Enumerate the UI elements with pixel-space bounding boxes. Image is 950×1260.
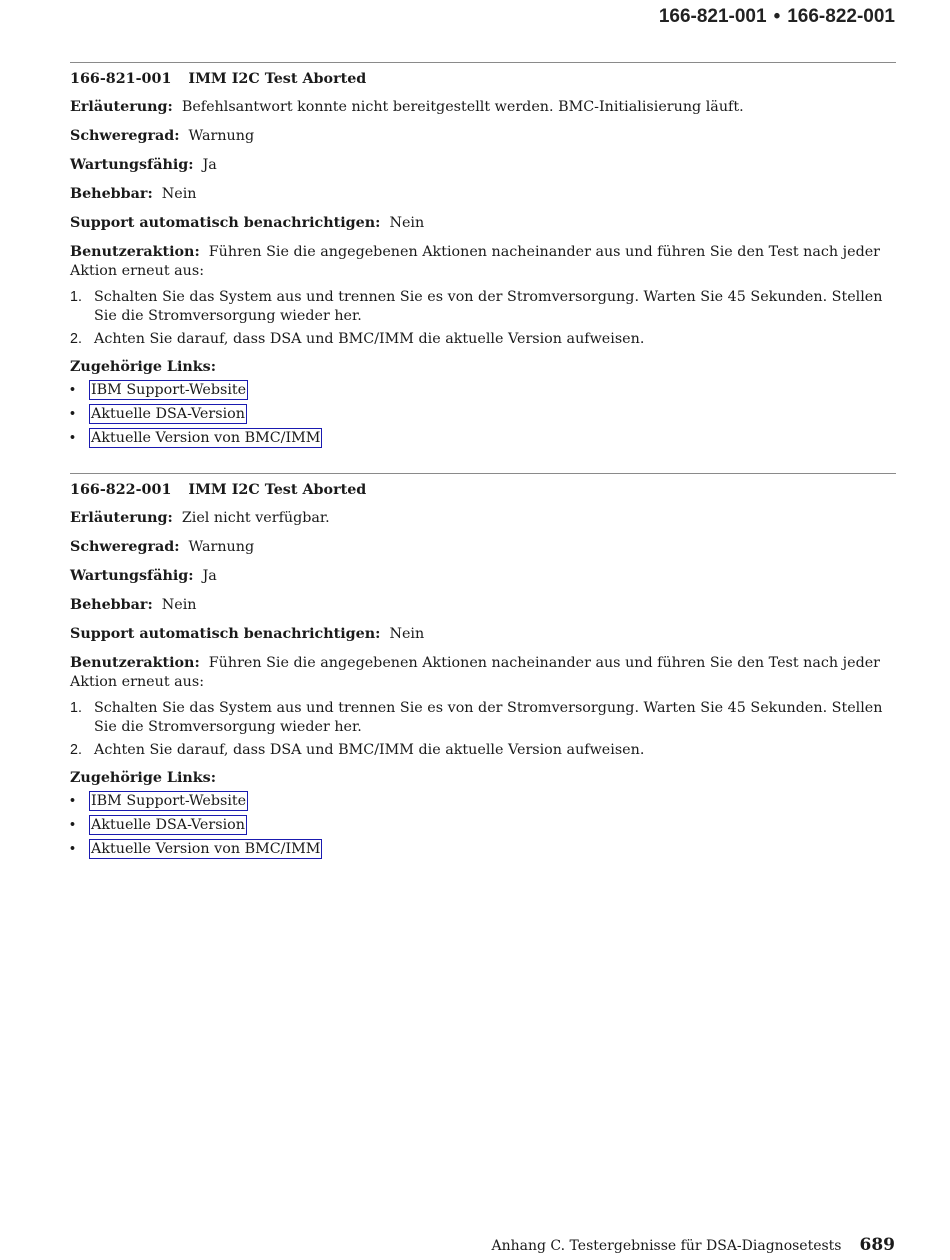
page-content bbox=[70, 62, 896, 863]
link-ibm-support[interactable]: IBM Support-Website bbox=[91, 382, 247, 398]
severity-field bbox=[70, 538, 896, 557]
user-action-label: Benutzeraktion: bbox=[70, 244, 200, 260]
step-number: 1. bbox=[70, 289, 82, 305]
bullet-icon: • bbox=[70, 841, 76, 857]
recoverable-field bbox=[70, 596, 896, 615]
serviceable-value: Ja bbox=[202, 568, 217, 584]
severity-label: Schweregrad: bbox=[70, 539, 180, 555]
entry-title-text: IMM I2C Test Aborted bbox=[188, 482, 367, 498]
message-entry bbox=[70, 62, 896, 452]
user-action-field bbox=[70, 243, 896, 281]
severity-value: Warnung bbox=[188, 539, 255, 555]
serviceable-value: Ja bbox=[202, 157, 217, 173]
serviceable-field bbox=[70, 156, 896, 175]
step-item bbox=[70, 741, 896, 760]
serviceable-field bbox=[70, 567, 896, 586]
link-bmc-imm-version[interactable]: Aktuelle Version von BMC/IMM bbox=[91, 430, 321, 446]
header-code-right: 166-822-001 bbox=[787, 6, 895, 27]
notify-support-field bbox=[70, 625, 896, 644]
explanation-label: Erläuterung: bbox=[70, 510, 173, 526]
step-text: Achten Sie darauf, dass DSA und BMC/IMM die aktuelle Version aufweisen. bbox=[94, 331, 645, 347]
entry-title bbox=[70, 70, 896, 89]
explanation-value: Ziel nicht verfügbar. bbox=[181, 510, 330, 526]
entry-code: 166-821-001 bbox=[70, 71, 172, 87]
user-action-field bbox=[70, 654, 896, 692]
running-header bbox=[659, 6, 895, 28]
step-text: Schalten Sie das System aus und trennen Sie es von der Stromversorgung. Warten Sie 45 Sekunden. Stellen Sie die Stromversorgung wieder her. bbox=[94, 700, 883, 735]
link-bmc-imm-version[interactable]: Aktuelle Version von BMC/IMM bbox=[91, 841, 321, 857]
user-action-value: Führen Sie die angegebenen Aktionen nacheinander aus und führen Sie den Test nach jeder Aktion erneut aus: bbox=[70, 244, 881, 279]
notify-support-label: Support automatisch benachrichtigen: bbox=[70, 215, 381, 231]
notify-support-value: Nein bbox=[389, 215, 425, 231]
recoverable-value: Nein bbox=[161, 597, 197, 613]
link-item bbox=[70, 380, 896, 404]
link-item bbox=[70, 791, 896, 815]
link-item bbox=[70, 815, 896, 839]
step-item bbox=[70, 699, 896, 737]
recoverable-field bbox=[70, 185, 896, 204]
link-item bbox=[70, 404, 896, 428]
recoverable-value: Nein bbox=[161, 186, 197, 202]
serviceable-label: Wartungsfähig: bbox=[70, 568, 194, 584]
bullet-icon: • bbox=[70, 430, 76, 446]
link-dsa-version[interactable]: Aktuelle DSA-Version bbox=[91, 406, 245, 422]
link-ibm-support[interactable]: IBM Support-Website bbox=[91, 793, 247, 809]
page-number: 689 bbox=[859, 1235, 895, 1255]
explanation-value: Befehlsantwort konnte nicht bereitgestellt werden. BMC-Initialisierung läuft. bbox=[181, 99, 744, 115]
explanation-label: Erläuterung: bbox=[70, 99, 173, 115]
page-footer bbox=[492, 1235, 896, 1255]
entry-title bbox=[70, 481, 896, 500]
header-code-left: 166-821-001 bbox=[658, 6, 767, 27]
step-number: 2. bbox=[70, 742, 82, 758]
bullet-icon: • bbox=[70, 406, 76, 422]
serviceable-label: Wartungsfähig: bbox=[70, 157, 194, 173]
recoverable-label: Behebbar: bbox=[70, 597, 153, 613]
related-links-heading: Zugehörige Links: bbox=[70, 770, 216, 786]
step-number: 2. bbox=[70, 331, 82, 347]
severity-label: Schweregrad: bbox=[70, 128, 180, 144]
header-separator: • bbox=[773, 6, 781, 27]
related-links-heading: Zugehörige Links: bbox=[70, 359, 216, 375]
notify-support-label: Support automatisch benachrichtigen: bbox=[70, 626, 381, 642]
related-links-list bbox=[70, 791, 896, 863]
action-steps bbox=[70, 699, 896, 760]
bullet-icon: • bbox=[70, 817, 76, 833]
severity-field bbox=[70, 127, 896, 146]
link-dsa-version[interactable]: Aktuelle DSA-Version bbox=[91, 817, 245, 833]
severity-value: Warnung bbox=[188, 128, 255, 144]
step-item bbox=[70, 330, 896, 349]
explanation-field bbox=[70, 98, 896, 117]
bullet-icon: • bbox=[70, 793, 76, 809]
recoverable-label: Behebbar: bbox=[70, 186, 153, 202]
entry-code: 166-822-001 bbox=[70, 482, 172, 498]
message-entry bbox=[70, 473, 896, 863]
footer-section-title: Anhang C. Testergebnisse für DSA-Diagnosetests bbox=[491, 1238, 842, 1254]
action-steps bbox=[70, 288, 896, 349]
link-item bbox=[70, 839, 896, 863]
step-text: Schalten Sie das System aus und trennen Sie es von der Stromversorgung. Warten Sie 45 Sekunden. Stellen Sie die Stromversorgung wieder her. bbox=[94, 289, 883, 324]
user-action-label: Benutzeraktion: bbox=[70, 655, 200, 671]
notify-support-field bbox=[70, 214, 896, 233]
notify-support-value: Nein bbox=[389, 626, 425, 642]
bullet-icon: • bbox=[70, 382, 76, 398]
entry-title-text: IMM I2C Test Aborted bbox=[188, 71, 367, 87]
step-text: Achten Sie darauf, dass DSA und BMC/IMM die aktuelle Version aufweisen. bbox=[94, 742, 645, 758]
explanation-field bbox=[70, 509, 896, 528]
related-links-list bbox=[70, 380, 896, 452]
user-action-value: Führen Sie die angegebenen Aktionen nacheinander aus und führen Sie den Test nach jeder Aktion erneut aus: bbox=[70, 655, 881, 690]
step-item bbox=[70, 288, 896, 326]
link-item bbox=[70, 428, 896, 452]
step-number: 1. bbox=[70, 700, 82, 716]
